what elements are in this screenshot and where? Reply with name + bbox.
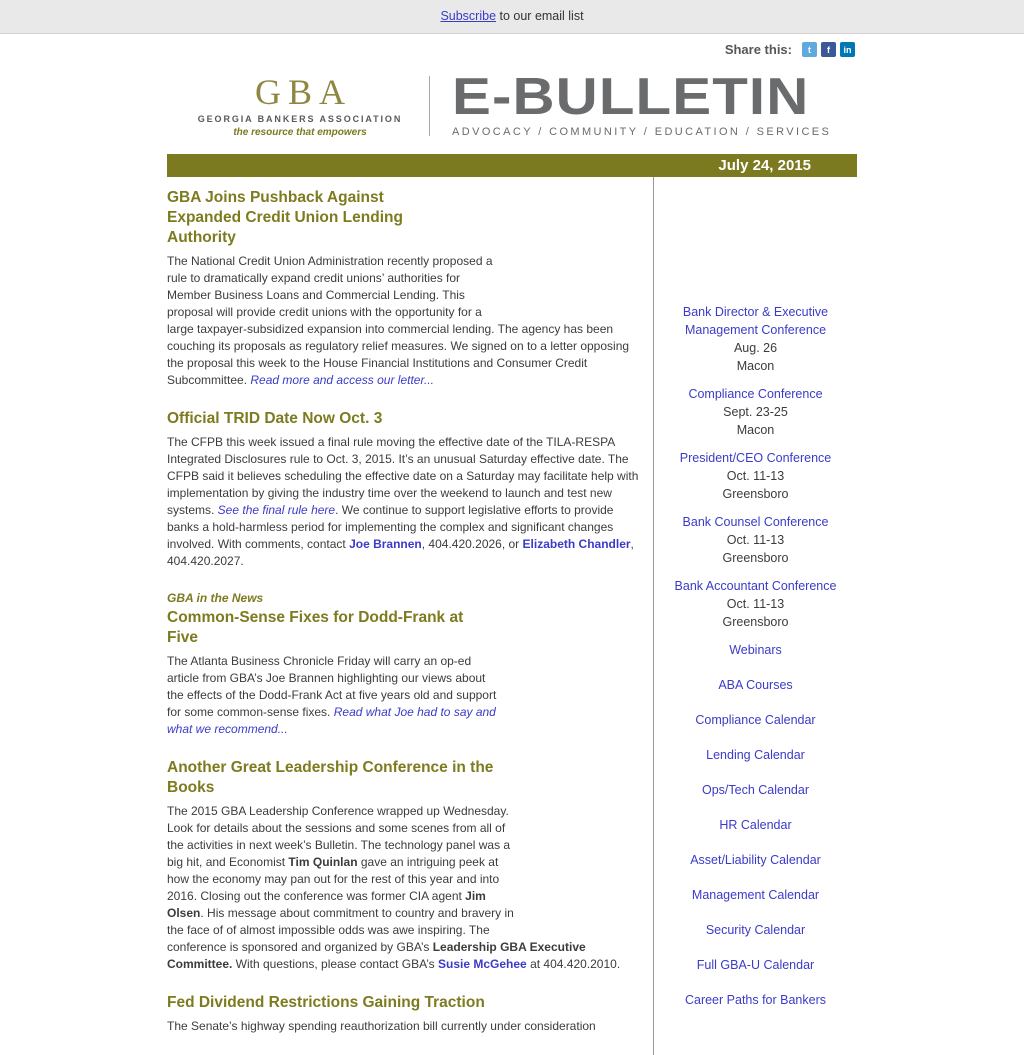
bulletin-title: E-BULLETIN [452, 67, 810, 126]
gba-logo-letters: GBA [254, 72, 352, 112]
sidebar-link-row [672, 746, 839, 764]
sidebar-link[interactable]: Ops/Tech Calendar [701, 783, 809, 797]
sidebar-link[interactable]: Webinars [729, 643, 782, 657]
subscribe-line [440, 9, 583, 23]
article [167, 409, 645, 570]
article [167, 590, 645, 738]
sidebar-link[interactable]: Asset/Liability Calendar [690, 853, 821, 867]
date-bar [167, 154, 857, 177]
share-row [167, 34, 857, 58]
gba-logo-tagline: the resource that empowers [233, 127, 367, 138]
sidebar-event-date: Oct. 11-13 [726, 597, 785, 611]
article-text-segment: The Atlanta Business Chronicle Friday will carry an op-ed article from GBA’s Joe Brannen highlighting our views about the effects of the Dodd-Frank Act at five years old and support for some common-sense fixes. [167, 654, 497, 719]
newsletter-page [167, 34, 857, 1055]
article-inline-link[interactable]: Joe Brannen [349, 537, 422, 551]
masthead [167, 58, 857, 154]
sidebar-event-location: Greensboro [722, 615, 789, 629]
subscribe-link[interactable]: Subscribe [440, 9, 497, 23]
subscribe-text: to our email list [496, 9, 584, 23]
sidebar-event-link[interactable]: Bank Counsel Conference [682, 515, 829, 529]
sidebar-link-row [672, 711, 839, 729]
sidebar-event-link[interactable]: Bank Director & Executive Management Conference [682, 305, 829, 337]
article-heading: Fed Dividend Restrictions Gaining Traction [167, 994, 485, 1011]
sidebar-link-row [672, 921, 839, 939]
sidebar-event [672, 385, 839, 439]
facebook-icon[interactable]: f [821, 42, 836, 57]
issue-date: July 24, 2015 [718, 157, 811, 174]
bulletin-subtitle: ADVOCACY / COMMUNITY / EDUCATION / SERVICES [452, 126, 832, 139]
article-body [167, 1018, 645, 1035]
sidebar-event [672, 303, 839, 375]
sidebar-event-link[interactable]: President/CEO Conference [679, 451, 832, 465]
sidebar-event-date: Oct. 11-13 [726, 469, 785, 483]
sidebar-content [653, 177, 857, 1055]
article-text-segment: The National Credit Union Administration recently proposed a rule to dramatically expand credit unions’ authorities for Member Business Loans and Commercial Lending. This proposal will provide credit unions with the opportunity for a large taxpayer-subsidized expansion into commercial lending. The agency has been couching its proposals as regulatory relief measures. We signed on to a letter opposing the proposal this week to the House Financial Institutions and Consumer Credit Subcommittee. [167, 254, 630, 387]
sidebar-link-row [672, 886, 839, 904]
articles [167, 177, 653, 1055]
sidebar-link-row [672, 956, 839, 974]
linkedin-icon[interactable]: in [840, 42, 855, 57]
sidebar-event-link[interactable]: Compliance Conference [688, 387, 823, 401]
sidebar-event [672, 449, 839, 503]
article-text-segment: The CFPB this week issued a final rule moving the effective date of the TILA-RESPA Integrated Disclosures rule to Oct. 3, 2015. It’s an unusual Saturday effective date. The CFPB said it believes scheduling the effective date on a Saturday may facilitate help with implementation by giving the industry time over the weekend to launch and test new systems. [167, 435, 639, 517]
article-heading: GBA Joins Pushback Against Expanded Credit Union Lending Authority [167, 189, 403, 246]
article-text-segment: The Senate’s highway spending reauthorization bill currently under consideration [167, 1019, 596, 1033]
article-kicker: GBA in the News [167, 591, 264, 605]
article-image-placeholder [500, 590, 645, 720]
article [167, 758, 645, 973]
sidebar-link[interactable]: Career Paths for Bankers [684, 993, 827, 1007]
sidebar-link[interactable]: Security Calendar [705, 923, 806, 937]
article-text-segment: , 404.420.2026, or [421, 537, 523, 551]
sidebar-event-location: Macon [736, 359, 775, 373]
article-image-placeholder [500, 188, 645, 318]
article-text-segment: at 404.420.2010. [526, 957, 621, 971]
sidebar-link-row [672, 641, 839, 659]
article-text-segment: . We continue to support legislative efforts to provide banks a hold-harmless period for implementing the complex and significant changes involved. With comments, contact [167, 503, 614, 551]
sidebar-event-date: Aug. 26 [733, 341, 778, 355]
article-inline-link[interactable]: Read more and access our letter... [250, 373, 435, 387]
article [167, 993, 645, 1035]
article-heading: Common-Sense Fixes for Dodd-Frank at Five [167, 609, 464, 646]
masthead-title-block [452, 67, 832, 139]
twitter-icon[interactable]: t [802, 42, 817, 57]
topbar [0, 0, 1024, 34]
article-heading: Another Great Leadership Conference in the Books [167, 759, 494, 796]
masthead-divider [429, 76, 430, 136]
sidebar-link[interactable]: Management Calendar [691, 888, 820, 902]
article-inline-link[interactable]: Susie McGehee [438, 957, 527, 971]
article-inline-link[interactable]: See the final rule here [217, 503, 336, 517]
sidebar-link[interactable]: Compliance Calendar [695, 713, 816, 727]
article-text-segment: The 2015 GBA Leadership Conference wrapped up Wednesday. Look for details about the sessions and some scenes from all of the activities in next week’s Bulletin. The technology panel was a big hit, and Economist [167, 804, 511, 869]
article-inline-link[interactable]: Elizabeth Chandler [522, 537, 631, 551]
article-text-segment: gave an intriguing peek at how the economy may pan out for the rest of this year and into 2016. Closing out the conference was former CIA agent [167, 855, 500, 903]
article-text-segment: Jim Olsen [167, 889, 486, 920]
sidebar-link-row [672, 676, 839, 694]
sidebar-link-row [672, 851, 839, 869]
sidebar-event-location: Greensboro [722, 487, 789, 501]
sidebar-link[interactable]: Lending Calendar [706, 748, 805, 762]
content-area [167, 177, 857, 1055]
article [167, 188, 645, 389]
article-text-segment: Leadership GBA Executive Committee. [167, 940, 586, 971]
share-label: Share this: [724, 42, 792, 57]
article-image-placeholder [520, 758, 645, 923]
sidebar-event-link[interactable]: Bank Accountant Conference [674, 579, 837, 593]
article-body [167, 434, 645, 570]
gba-logo-orgname: GEORGIA BANKERS ASSOCIATION [197, 114, 403, 124]
sidebar-link[interactable]: ABA Courses [718, 678, 793, 692]
sidebar-event [672, 577, 839, 631]
sidebar-event-date: Sept. 23-25 [723, 405, 788, 419]
sidebar-link-row [672, 781, 839, 799]
sidebar-event-date: Oct. 11-13 [726, 533, 785, 547]
share-icons [802, 42, 855, 57]
gba-logo [193, 74, 407, 138]
article-text-segment: Tim Quinlan [288, 855, 358, 869]
article-text-segment: With questions, please contact GBA’s [232, 957, 439, 971]
article-text-segment: . His message about commitment to country and bravery in the face of of almost impossible odds was awe inspiring. The conference is sponsored and organized by GBA’s [167, 906, 514, 954]
article-text-segment: , 404.420.2027. [167, 537, 634, 568]
sidebar-link[interactable]: HR Calendar [719, 818, 792, 832]
sidebar-event-location: Greensboro [722, 551, 789, 565]
sidebar-link-row [672, 991, 839, 1009]
sidebar-event-location: Macon [736, 423, 775, 437]
article-heading: Official TRID Date Now Oct. 3 [167, 410, 383, 427]
sidebar-link[interactable]: Full GBA-U Calendar [696, 958, 815, 972]
sidebar-link-row [672, 816, 839, 834]
sidebar-event [672, 513, 839, 567]
article-inline-link[interactable]: Read what Joe had to say and what we recommend... [167, 705, 496, 736]
